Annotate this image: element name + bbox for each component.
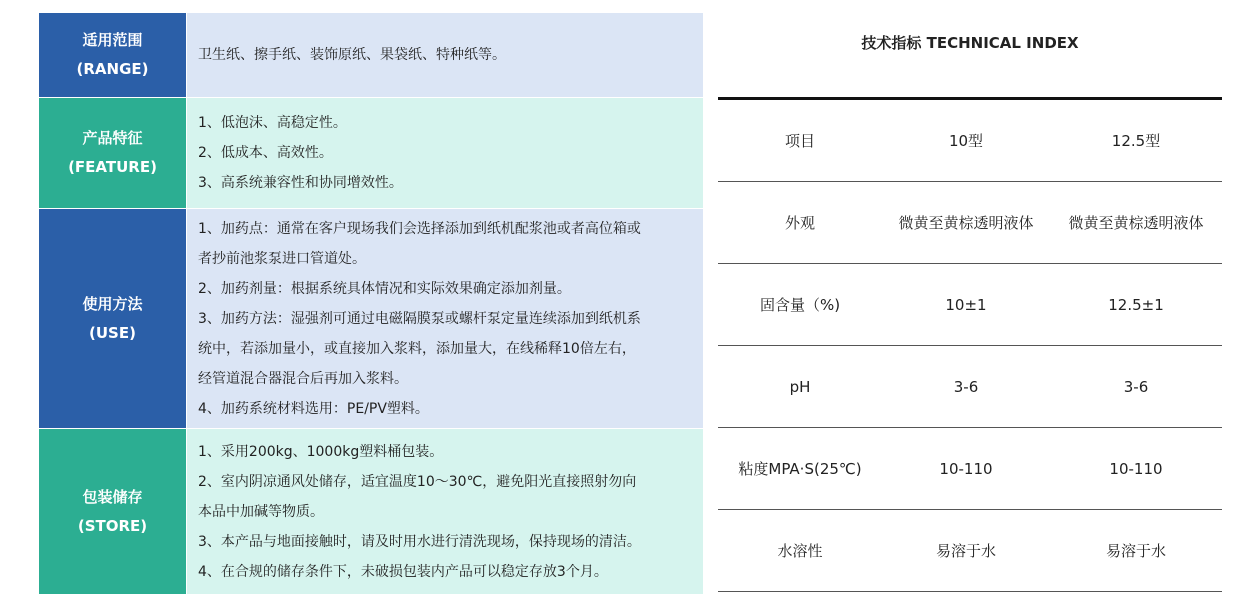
range-content (186, 13, 703, 97)
tech-cell: pH (789, 377, 811, 396)
tech-cell: 微黄至黄棕透明液体 (1068, 214, 1204, 232)
tech-cell: 3-6 (953, 377, 979, 396)
feature-label (39, 98, 186, 208)
technical-index-table (718, 97, 1222, 592)
tech-cell: 10型 (948, 132, 984, 150)
use-label-en: (USE) (89, 323, 136, 342)
store-label-en: (STORE) (77, 516, 148, 535)
use-line: 3、加药方法：湿强剂可通过电磁隔膜泵或螺杆泵定量连续添加到纸机系 (198, 310, 641, 327)
store-line: 1、采用200kg、1000kg塑料桶包装。 (198, 443, 444, 460)
feature-label-en: (FEATURE) (68, 158, 157, 176)
tech-cell: 12.5型 (1111, 132, 1161, 150)
use-content (186, 209, 703, 428)
store-line: 4、在合规的储存条件下，未破损包装内产品可以稳定存放3个月。 (198, 563, 608, 580)
store-row (39, 428, 703, 594)
store-content (186, 429, 703, 594)
feature-content (186, 98, 703, 208)
use-line: 经管道混合器混合后再加入浆料。 (198, 370, 408, 387)
tech-cell: 固含量（%) (759, 296, 841, 314)
range-row (39, 13, 703, 97)
tech-cell: 水溶性 (777, 542, 823, 560)
tech-row (718, 346, 1222, 428)
use-line: 1、加药点：通常在客户现场我们会选择添加到纸机配浆池或者高位箱或 (198, 220, 641, 237)
tech-row (718, 510, 1222, 592)
feature-row (39, 97, 703, 208)
tech-row (718, 182, 1222, 264)
use-line: 统中，若添加量小，或直接加入浆料，添加量大，在线稀释10倍左右， (198, 340, 636, 357)
range-line: 卫生纸、擦手纸、装饰原纸、果袋纸、特种纸等。 (198, 47, 506, 63)
tech-cell: 10±1 (945, 295, 987, 314)
technical-index-panel (718, 13, 1222, 560)
use-label-cn: 使用方法 (82, 294, 143, 313)
tech-cell: 12.5±1 (1108, 295, 1164, 314)
feature-line: 1、低泡沫、高稳定性。 (198, 115, 347, 131)
technical-index-title: 技术指标 TECHNICAL INDEX (861, 33, 1079, 52)
store-label-cn: 包装储存 (82, 487, 143, 506)
tech-header-row (718, 100, 1222, 182)
tech-row (718, 264, 1222, 346)
store-label (39, 429, 186, 594)
tech-cell: 粘度MPA·S(25℃) (738, 460, 862, 478)
feature-line: 2、低成本、高效性。 (198, 145, 333, 161)
tech-cell: 微黄至黄棕透明液体 (898, 214, 1034, 232)
use-line: 4、加药系统材料选用：PE/PV塑料。 (198, 400, 429, 417)
range-label-en: (RANGE) (76, 60, 149, 78)
tech-row (718, 428, 1222, 510)
use-label (39, 209, 186, 428)
range-label-cn: 适用范围 (82, 31, 143, 49)
feature-line: 3、高系统兼容性和协同增效性。 (198, 175, 403, 191)
tech-cell: 易溶于水 (935, 542, 996, 560)
tech-cell: 外观 (784, 214, 815, 232)
tech-cell: 易溶于水 (1105, 542, 1166, 560)
use-line: 者抄前池浆泵进口管道处。 (198, 250, 366, 267)
use-row (39, 208, 703, 428)
tech-cell: 3-6 (1123, 377, 1149, 396)
tech-cell: 10-110 (939, 459, 993, 478)
product-info-table (39, 13, 703, 594)
store-line: 2、室内阴凉通风处储存，适宜温度10～30℃，避免阳光直接照射勿向 (198, 473, 637, 490)
store-line: 3、本产品与地面接触时，请及时用水进行清洗现场，保持现场的清洁。 (198, 533, 641, 550)
feature-label-cn: 产品特征 (82, 129, 143, 147)
store-line: 本品中加碱等物质。 (198, 503, 324, 520)
tech-cell: 项目 (784, 132, 815, 150)
tech-cell: 10-110 (1109, 459, 1163, 478)
use-line: 2、加药剂量：根据系统具体情况和实际效果确定添加剂量。 (198, 280, 571, 297)
range-label (39, 13, 186, 97)
